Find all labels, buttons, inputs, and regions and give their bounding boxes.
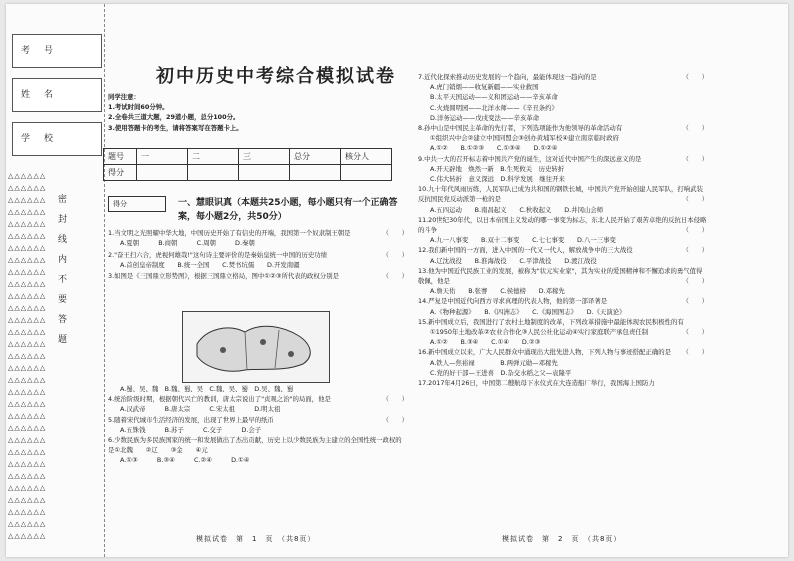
- score-header-cell: 总分: [290, 149, 341, 165]
- notes-line: 3.使用答题卡的考生，请将答案写在答题卡上。: [108, 123, 243, 132]
- answer-options: A.开天辟地 焕然一新 B.生死攸关 历史转折: [430, 164, 565, 173]
- triangle-row: △△△△△△: [8, 436, 47, 444]
- binding-margin: [6, 4, 105, 557]
- triangle-row: △△△△△△: [8, 340, 47, 348]
- triangle-row: △△△△△△: [8, 508, 47, 516]
- section-score-box[interactable]: 得分: [108, 196, 166, 212]
- triangle-row: △△△△△△: [8, 328, 47, 336]
- question-text: 11.20世纪30年代，以日本帝国主义发动的哪一事变为标志，东北人民开始了艰苦卓绝的反抗日本侵略的斗争 （ ）: [418, 215, 708, 235]
- triangle-row: △△△△△△: [8, 376, 47, 384]
- triangle-row: △△△△△△: [8, 256, 47, 264]
- question-text: 14.严复是中国近代向西方寻求真理的代表人物，他的第一部译著是 （ ）: [418, 297, 708, 306]
- triangle-row: △△△△△△: [8, 352, 47, 360]
- triangle-row: △△△△△△: [8, 460, 47, 468]
- answer-options: A.铁人—焦裕禄 B.两弹元勋—邓稼先: [430, 358, 558, 367]
- answer-options: A.蜀、吴、魏 B.魏、蜀、吴 C.魏、吴、蜀 D.吴、魏、蜀: [120, 385, 294, 393]
- question-text: 10.九十年代风雨历练，人民军队已成为共和国的钢铁长城，中国共产党开始创建人民军队，打响武装反抗国民党反动派第一枪的是 （ ）: [418, 185, 708, 204]
- question-text: 7.近代化探索推动历史发展的一个趋向，最能体现这一趋向的是 （ ）: [418, 73, 708, 81]
- score-header-cell: 二: [188, 149, 239, 165]
- answer-options: ①1950年土地改革②农业合作化③人民公社化运动④实行家庭联产承包责任制: [430, 328, 649, 337]
- notes-line: 2.全卷共三道大题，29道小题，总分100分。: [108, 113, 240, 122]
- triangle-row: △△△△△△: [8, 484, 47, 492]
- score-cell[interactable]: [188, 165, 239, 181]
- triangle-row: △△△△△△: [8, 424, 47, 432]
- triangle-row: △△△△△△: [8, 520, 47, 528]
- answer-options: D.洋务运动——戊戌变法——辛亥革命: [430, 113, 540, 122]
- question-text: 1.当文明之光照耀中华大地，中国历史开始了有信史的开端，我国第一个奴隶制王朝是 （ ）: [108, 229, 408, 237]
- answer-options: A.九一八事变 B.双十二事变 C.七七事变 D.八一三事变: [430, 236, 616, 245]
- answer-options: A.辽沈战役 B.淮海战役 C.平津战役 D.渡江战役: [430, 256, 597, 265]
- triangle-row: △△△△△△: [8, 268, 47, 276]
- triangle-row: △△△△△△: [8, 472, 47, 480]
- triangle-row: △△△△△△: [8, 304, 47, 312]
- triangle-row: △△△△△△: [8, 184, 47, 192]
- triangle-row: △△△△△△: [8, 532, 47, 540]
- section-heading: 一、慧眼识真（本题共25小题，每小题只有一个正确答案，每小题2分，共50分）: [178, 198, 398, 222]
- seal-line-text: 密封线内不要答题: [58, 195, 68, 345]
- question-text: 15.新中国成立后，我国进行了农村土地制度的改革，下列改革措施中最能体现农民积极性的有 （ ）: [418, 317, 708, 337]
- triangle-row: △△△△△△: [8, 280, 47, 288]
- score-row: [104, 165, 392, 181]
- question-text: 13.他为中国近代民族工业的发展，被称为"状元实业家"，其为实业的爱国精神和不懈追求的勇气值得敬佩，他是 （ ）: [418, 266, 708, 286]
- answer-options: C.党的好干部—王进喜 D.杂交水稻之父—袁隆平: [430, 368, 572, 377]
- question-text: 3.如图是《三国鼎立形势图》，根据三国鼎立格局，图中①②③所代表的政权分别是 （ ）: [108, 271, 408, 280]
- triangle-row: △△△△△△: [8, 244, 47, 252]
- left-questions: [108, 228, 408, 281]
- triangle-row: △△△△△△: [8, 448, 47, 456]
- answer-options: A.首创皇帝制度 B.统一全国 C.焚书坑儒 D.开发南疆: [120, 261, 300, 270]
- triangle-row: △△△△△△: [8, 388, 47, 396]
- exam-notes: [108, 92, 408, 133]
- answer-options: A.汉武帝 B.唐太宗 C.宋太祖 D.明太祖: [120, 405, 281, 414]
- triangle-row: △△△△△△: [8, 208, 47, 216]
- score-cell[interactable]: [341, 165, 392, 181]
- answer-options: A.①② B.③④ C.①④ D.②③: [430, 338, 541, 347]
- triangle-row: △△△△△△: [8, 292, 47, 300]
- name-label: 姓名: [21, 90, 68, 100]
- question-text: 12.我们新中国的一方面，进入中国的一代又一代人，解放战争中的三大战役 （ ）: [418, 246, 708, 255]
- school-box[interactable]: [12, 122, 102, 156]
- triangle-row: △△△△△△: [8, 316, 47, 324]
- answer-options: ①组织兴中会②建立中国同盟会③创办黄埔军校④建立南京临时政府: [430, 134, 620, 143]
- name-box[interactable]: [12, 78, 102, 112]
- triangle-row: △△△△△△: [8, 172, 47, 180]
- score-cell[interactable]: [290, 165, 341, 181]
- answer-options: A.①② B.①②③ C.①③④ D.①②④: [430, 144, 558, 153]
- answer-options: A.《物种起源》 B.《四洲志》 C.《海国图志》 D.《天演论》: [430, 307, 626, 316]
- triangle-row: △△△△△△: [8, 412, 47, 420]
- triangle-row: △△△△△△: [8, 196, 47, 204]
- notes-line: 同学注意：: [108, 93, 140, 101]
- answer-options: B.太平天国运动——义和团运动——辛亥革命: [430, 93, 558, 102]
- question-text: 2."奋王扫六合，虎视何雄哉!"这句诗主要评价的是秦始皇统一中国的历史功绩 （ ）: [108, 251, 408, 260]
- three-kingdoms-map: [182, 311, 330, 383]
- answer-options: A.①③ B.③④ C.②④ D.①④: [120, 456, 250, 465]
- triangle-row: △△△△△△: [8, 232, 47, 240]
- score-header-cell: 三: [239, 149, 290, 165]
- question-text: 8.孙中山是中国民主革命的先行者，下列选项能作为他领导的革命活动有 （ ）: [418, 124, 708, 133]
- score-header-row: [104, 149, 392, 165]
- answer-options: A.夏朝 B.商朝 C.周朝 D.秦朝: [120, 239, 255, 248]
- exam-number-label: 考号: [21, 46, 68, 56]
- exam-number-box[interactable]: [12, 34, 102, 68]
- school-label: 学校: [21, 134, 68, 144]
- answer-options: C.伟大转折 意义深远 D.科学发展 继往开来: [430, 175, 565, 184]
- score-cell[interactable]: [239, 165, 290, 181]
- question-text: 6.少数民族为多民族国家的统一和发展做出了杰出贡献，历史上以少数民族为主建立的全国性统一政权的是①北魏 ②辽 ③金 ④元: [108, 436, 402, 455]
- score-header-cell: 一: [137, 149, 188, 165]
- question-text: 17.2017年4月26日，中国第二艘航母下水仪式在大连造船厂举行，我国海上国防力: [418, 379, 655, 388]
- triangle-row: △△△△△△: [8, 364, 47, 372]
- score-table: [103, 148, 392, 181]
- triangle-row: △△△△△△: [8, 400, 47, 408]
- answer-options: C.火烧圆明园——北洋水师——《辛丑条约》: [430, 103, 558, 112]
- left-questions-continued: [108, 384, 408, 466]
- score-cell[interactable]: [137, 165, 188, 181]
- page-footer-left: 模拟试卷 第 1 页 （共8页）: [196, 535, 316, 543]
- map-illustration: [183, 312, 329, 382]
- question-text: 9.中共一大的召开标志着中国共产党的诞生，这对近代中国产生的深远意义的是 （ ）: [418, 154, 708, 163]
- answer-options: A.虎门销烟——收复新疆——实业救国: [430, 83, 539, 92]
- triangle-row: △△△△△△: [8, 220, 47, 228]
- triangle-row: △△△△△△: [8, 496, 47, 504]
- question-text: 5.随着宋代城市生活经济的发展，出现了世界上最早的纸币 （ ）: [108, 415, 408, 424]
- exam-sheet: [6, 4, 788, 557]
- answer-options: A.五四运动 B.南昌起义 C.秋收起义 D.井冈山会师: [430, 205, 604, 214]
- score-row-label: 得分: [104, 165, 137, 181]
- page-footer-right: 模拟试卷 第 2 页 （共8页）: [502, 535, 622, 543]
- score-header-cell: 题号: [104, 149, 137, 165]
- right-questions: [418, 72, 708, 388]
- notes-line: 1.考试时间60分钟。: [108, 103, 169, 112]
- score-header-cell: 核分人: [341, 149, 392, 165]
- answer-options: A.五铢钱 B.苏子 C.交子 D.会子: [120, 425, 262, 434]
- answer-options: A.詹天佑 B.张謇 C.侯德榜 D.邓稼先: [430, 287, 565, 296]
- page-title: 初中历史中考综合模拟试卷: [156, 66, 396, 87]
- question-text: 4.统治阶级时期，根据朝代兴亡的教训，唐太宗说出了"贞观之治"的局面，他是 （ ）: [108, 395, 408, 404]
- question-text: 16.新中国成立以来，广大人民群众中涌现出大批先进人物，下列人物与事迹搭配正确的是 （ ）: [418, 348, 708, 357]
